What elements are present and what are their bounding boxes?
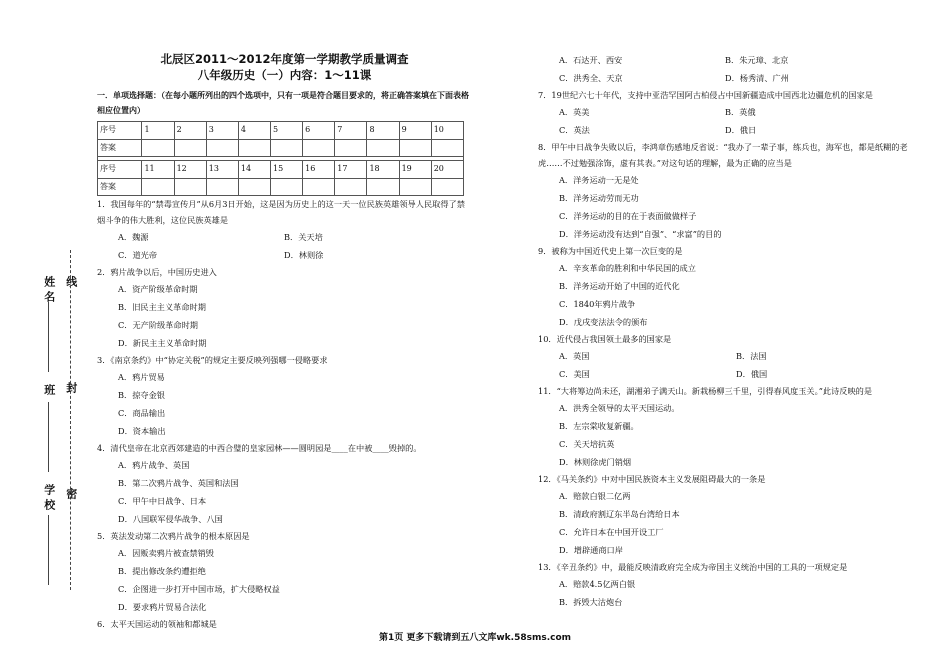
number-cell: 5 bbox=[271, 122, 303, 140]
question-stem: 8．甲午中日战争失败以后，李鸿章伤感地反省说：“我办了一辈子事，练兵也，海军也，都是纸糊的老虎……不过勉强涂饰，虚有其表。”对这句话的理解，最为正确的应当是 bbox=[538, 142, 908, 168]
school-label: 学校 bbox=[42, 484, 56, 514]
number-cell: 12 bbox=[174, 161, 206, 179]
option-b[interactable]: B．左宗棠收复新疆。 bbox=[559, 421, 639, 431]
option-d[interactable]: D．林则徐虎门销烟 bbox=[559, 457, 632, 467]
option-b[interactable]: B．拆毁大沽炮台 bbox=[559, 597, 623, 607]
question bbox=[538, 471, 913, 559]
option-d[interactable]: D．增辟通商口岸 bbox=[559, 545, 623, 555]
question bbox=[97, 264, 472, 352]
answer-table-number-row bbox=[98, 161, 464, 179]
question bbox=[97, 528, 472, 616]
option-b[interactable]: B．第二次鸦片战争、英国和法国 bbox=[118, 478, 239, 488]
answer-table-number-row bbox=[98, 122, 464, 140]
number-cell: 9 bbox=[399, 122, 431, 140]
row-label: 序号 bbox=[98, 122, 142, 140]
option-b[interactable]: B．朱元璋、北京 bbox=[725, 55, 789, 65]
number-cell: 19 bbox=[399, 161, 431, 179]
exam-subtitle: 八年级历史（一）内容：1～11课 bbox=[197, 68, 372, 82]
seal-line bbox=[70, 250, 71, 590]
option-c[interactable]: C．1840年鸦片战争 bbox=[559, 299, 636, 309]
option-c[interactable]: C．关天培抗英 bbox=[559, 439, 615, 449]
number-cell: 2 bbox=[174, 122, 206, 140]
answer-cell[interactable] bbox=[271, 178, 303, 196]
option-d[interactable]: D．资本输出 bbox=[118, 426, 166, 436]
option-a[interactable]: A．魏源 bbox=[118, 232, 149, 242]
option-d[interactable]: D．戊戌变法法令的颁布 bbox=[559, 317, 648, 327]
option-a[interactable]: A．鸦片战争、英国 bbox=[118, 460, 190, 470]
exam-title: 北辰区2011～2012年度第一学期教学质量调查 bbox=[160, 52, 409, 66]
answer-cell[interactable] bbox=[303, 139, 335, 157]
question-stem: 9．被称为中国近代史上第一次巨变的是 bbox=[538, 246, 683, 256]
answer-cell[interactable] bbox=[142, 178, 174, 196]
answer-table-answer-row bbox=[98, 139, 464, 157]
option-b[interactable]: B．洋务运动劳而无功 bbox=[559, 193, 639, 203]
question-list-right bbox=[538, 51, 913, 611]
option-d[interactable]: D．俄国 bbox=[736, 369, 768, 379]
question-stem: 11．“大将筹边尚未还，湖湘弟子满天山。新栽杨柳三千里，引得春风度玉关。”此诗反映的是 bbox=[538, 386, 873, 396]
answer-cell[interactable] bbox=[399, 139, 431, 157]
page-footer: 第1页 更多下载请到五八文库wk.58sms.com bbox=[378, 633, 572, 643]
question bbox=[538, 51, 913, 87]
question-options bbox=[97, 544, 472, 616]
option-c[interactable]: C．允许日本在中国开设工厂 bbox=[559, 527, 664, 537]
seal-char-mi: 密 bbox=[64, 488, 78, 499]
question-stem: 2．鸦片战争以后，中国历史进入 bbox=[97, 267, 217, 277]
number-cell: 8 bbox=[367, 122, 399, 140]
number-cell: 3 bbox=[206, 122, 238, 140]
question-stem: 6．太平天国运动的领袖和都城是 bbox=[97, 619, 217, 629]
seal-char-xian: 线 bbox=[64, 276, 78, 287]
number-cell: 13 bbox=[206, 161, 238, 179]
question-stem: 10．近代侵占我国领土最多的国家是 bbox=[538, 334, 672, 344]
question bbox=[538, 243, 913, 331]
question bbox=[538, 87, 913, 139]
answer-cell[interactable] bbox=[303, 178, 335, 196]
question-options bbox=[97, 280, 472, 352]
seal-char-feng: 封 bbox=[64, 382, 78, 393]
name-blank bbox=[48, 302, 49, 372]
option-a[interactable]: A．鸦片贸易 bbox=[118, 372, 165, 382]
question bbox=[538, 331, 913, 383]
option-c[interactable]: C．英法 bbox=[559, 125, 590, 135]
option-c[interactable]: C．洋务运动的目的在于表面做做样子 bbox=[559, 211, 697, 221]
option-c[interactable]: C．美国 bbox=[559, 369, 590, 379]
name-label: 姓名 bbox=[42, 276, 56, 306]
number-cell: 17 bbox=[335, 161, 367, 179]
option-a[interactable]: A．赔款白银二亿两 bbox=[559, 491, 631, 501]
answer-cell[interactable] bbox=[174, 178, 206, 196]
question-options bbox=[538, 347, 913, 383]
class-blank bbox=[48, 402, 49, 472]
answer-cell[interactable] bbox=[367, 178, 399, 196]
number-cell: 1 bbox=[142, 122, 174, 140]
option-c[interactable]: C．道光帝 bbox=[118, 250, 158, 260]
number-cell: 15 bbox=[271, 161, 303, 179]
answer-cell[interactable] bbox=[206, 139, 238, 157]
option-b[interactable]: B．英俄 bbox=[725, 107, 756, 117]
option-d[interactable]: D．洋务运动没有达到“自强”、“求富”的目的 bbox=[559, 229, 722, 239]
class-label: 班 bbox=[42, 384, 56, 399]
answer-cell[interactable] bbox=[431, 178, 463, 196]
answer-cell[interactable] bbox=[142, 139, 174, 157]
question-options bbox=[538, 103, 913, 139]
option-d[interactable]: D．俄日 bbox=[725, 125, 757, 135]
answer-cell[interactable] bbox=[399, 178, 431, 196]
row-label: 答案 bbox=[98, 178, 142, 196]
question-stem: 12．《马关条约》中对中国民族资本主义发展阻碍最大的一条是 bbox=[538, 474, 766, 484]
option-c[interactable]: C．企图进一步打开中国市场，扩大侵略权益 bbox=[118, 584, 280, 594]
option-a[interactable]: A．洋务运动一无是处 bbox=[559, 175, 639, 185]
question bbox=[97, 196, 472, 264]
option-b[interactable]: B．提出修改条约遭拒绝 bbox=[118, 566, 206, 576]
option-a[interactable]: A．赔款4.5亿两白银 bbox=[559, 579, 636, 589]
option-b[interactable]: B．洋务运动开始了中国的近代化 bbox=[559, 281, 680, 291]
number-cell: 6 bbox=[303, 122, 335, 140]
question-stem: 1．我国每年的“禁毒宣传月”从6月3日开始，这是因为历史上的这一天一位民族英雄领导人民取得了禁烟斗争的伟大胜利，这位民族英雄是 bbox=[97, 199, 465, 225]
option-c[interactable]: C．无产阶级革命时期 bbox=[118, 320, 198, 330]
answer-cell[interactable] bbox=[431, 139, 463, 157]
answer-cell[interactable] bbox=[335, 139, 367, 157]
binding-strip bbox=[0, 0, 95, 650]
question bbox=[97, 352, 472, 440]
question-options bbox=[538, 259, 913, 331]
question-options bbox=[538, 399, 913, 471]
exam-header bbox=[97, 51, 472, 83]
number-cell: 10 bbox=[431, 122, 463, 140]
question-options bbox=[538, 487, 913, 559]
answer-table-answer-row bbox=[98, 178, 464, 196]
question-options bbox=[538, 51, 913, 87]
option-b[interactable]: B．掠夺金银 bbox=[118, 390, 165, 400]
option-d[interactable]: D．林则徐 bbox=[284, 250, 324, 260]
option-b[interactable]: B．旧民主主义革命时期 bbox=[118, 302, 206, 312]
number-cell: 4 bbox=[238, 122, 270, 140]
option-b[interactable]: B．法国 bbox=[736, 351, 767, 361]
question-stem: 7．19世纪六七十年代，支持中亚浩罕国阿古柏侵占中国新疆造成中国西北边疆危机的国家是 bbox=[538, 90, 873, 100]
option-b[interactable]: B．关天培 bbox=[284, 232, 323, 242]
question-stem: 3．《南京条约》中“协定关税”的规定主要反映列强哪一侵略要求 bbox=[97, 355, 328, 365]
school-blank bbox=[48, 515, 49, 585]
row-label: 答案 bbox=[98, 139, 142, 157]
answer-cell[interactable] bbox=[271, 139, 303, 157]
option-d[interactable]: D．要求鸦片贸易合法化 bbox=[118, 602, 207, 612]
answer-cell[interactable] bbox=[238, 139, 270, 157]
question bbox=[538, 383, 913, 471]
number-cell: 16 bbox=[303, 161, 335, 179]
row-label: 序号 bbox=[98, 161, 142, 179]
question-options bbox=[538, 575, 913, 611]
question-options bbox=[538, 171, 913, 243]
option-a[interactable]: A．辛亥革命的胜利和中华民国的成立 bbox=[559, 263, 696, 273]
question bbox=[538, 139, 913, 243]
number-cell: 11 bbox=[142, 161, 174, 179]
option-a[interactable]: A．资产阶级革命时期 bbox=[118, 284, 198, 294]
question-stem: 5．英法发动第二次鸦片战争的根本原因是 bbox=[97, 531, 250, 541]
option-a[interactable]: A．洪秀全领导的太平天国运动。 bbox=[559, 403, 680, 413]
number-cell: 20 bbox=[431, 161, 463, 179]
question-options bbox=[97, 228, 472, 264]
answer-cell[interactable] bbox=[174, 139, 206, 157]
question bbox=[538, 559, 913, 611]
option-a[interactable]: A．因贩卖鸦片被查禁销毁 bbox=[118, 548, 214, 558]
question-stem: 4．清代皇帝在北京西郊建造的中西合璧的皇家园林——圆明园是____在中被____毁掉的。 bbox=[97, 443, 422, 453]
option-b[interactable]: B．清政府割辽东半岛台湾给日本 bbox=[559, 509, 680, 519]
option-d[interactable]: D．杨秀清、广州 bbox=[725, 73, 789, 83]
number-cell: 7 bbox=[335, 122, 367, 140]
question bbox=[97, 440, 472, 528]
question-options bbox=[97, 456, 472, 528]
option-a[interactable]: A．石达开、西安 bbox=[559, 55, 623, 65]
section-instructions: 一．单项选择题：（在每小题所列出的四个选项中，只有一项是符合题目要求的，将正确答案填在下面表格相应位置内） bbox=[97, 91, 469, 115]
answer-cell[interactable] bbox=[238, 178, 270, 196]
option-c[interactable]: C．商品输出 bbox=[118, 408, 166, 418]
answer-cell[interactable] bbox=[335, 178, 367, 196]
option-d[interactable]: D．八国联军侵华战争、八国 bbox=[118, 514, 223, 524]
answer-cell[interactable] bbox=[206, 178, 238, 196]
question-stem: 13．《辛丑条约》中，最能反映清政府完全成为帝国主义统治中国的工具的一项规定是 bbox=[538, 562, 848, 572]
number-cell: 14 bbox=[238, 161, 270, 179]
question-options bbox=[97, 368, 472, 440]
option-d[interactable]: D．新民主主义革命时期 bbox=[118, 338, 207, 348]
question-list-left bbox=[97, 196, 472, 632]
option-a[interactable]: A．英美 bbox=[559, 107, 590, 117]
number-cell: 18 bbox=[367, 161, 399, 179]
option-c[interactable]: C．甲午中日战争、日本 bbox=[118, 496, 207, 506]
option-a[interactable]: A．英国 bbox=[559, 351, 590, 361]
answer-table bbox=[97, 121, 464, 196]
question bbox=[97, 616, 472, 632]
answer-cell[interactable] bbox=[367, 139, 399, 157]
option-c[interactable]: C．洪秀全、天京 bbox=[559, 73, 623, 83]
